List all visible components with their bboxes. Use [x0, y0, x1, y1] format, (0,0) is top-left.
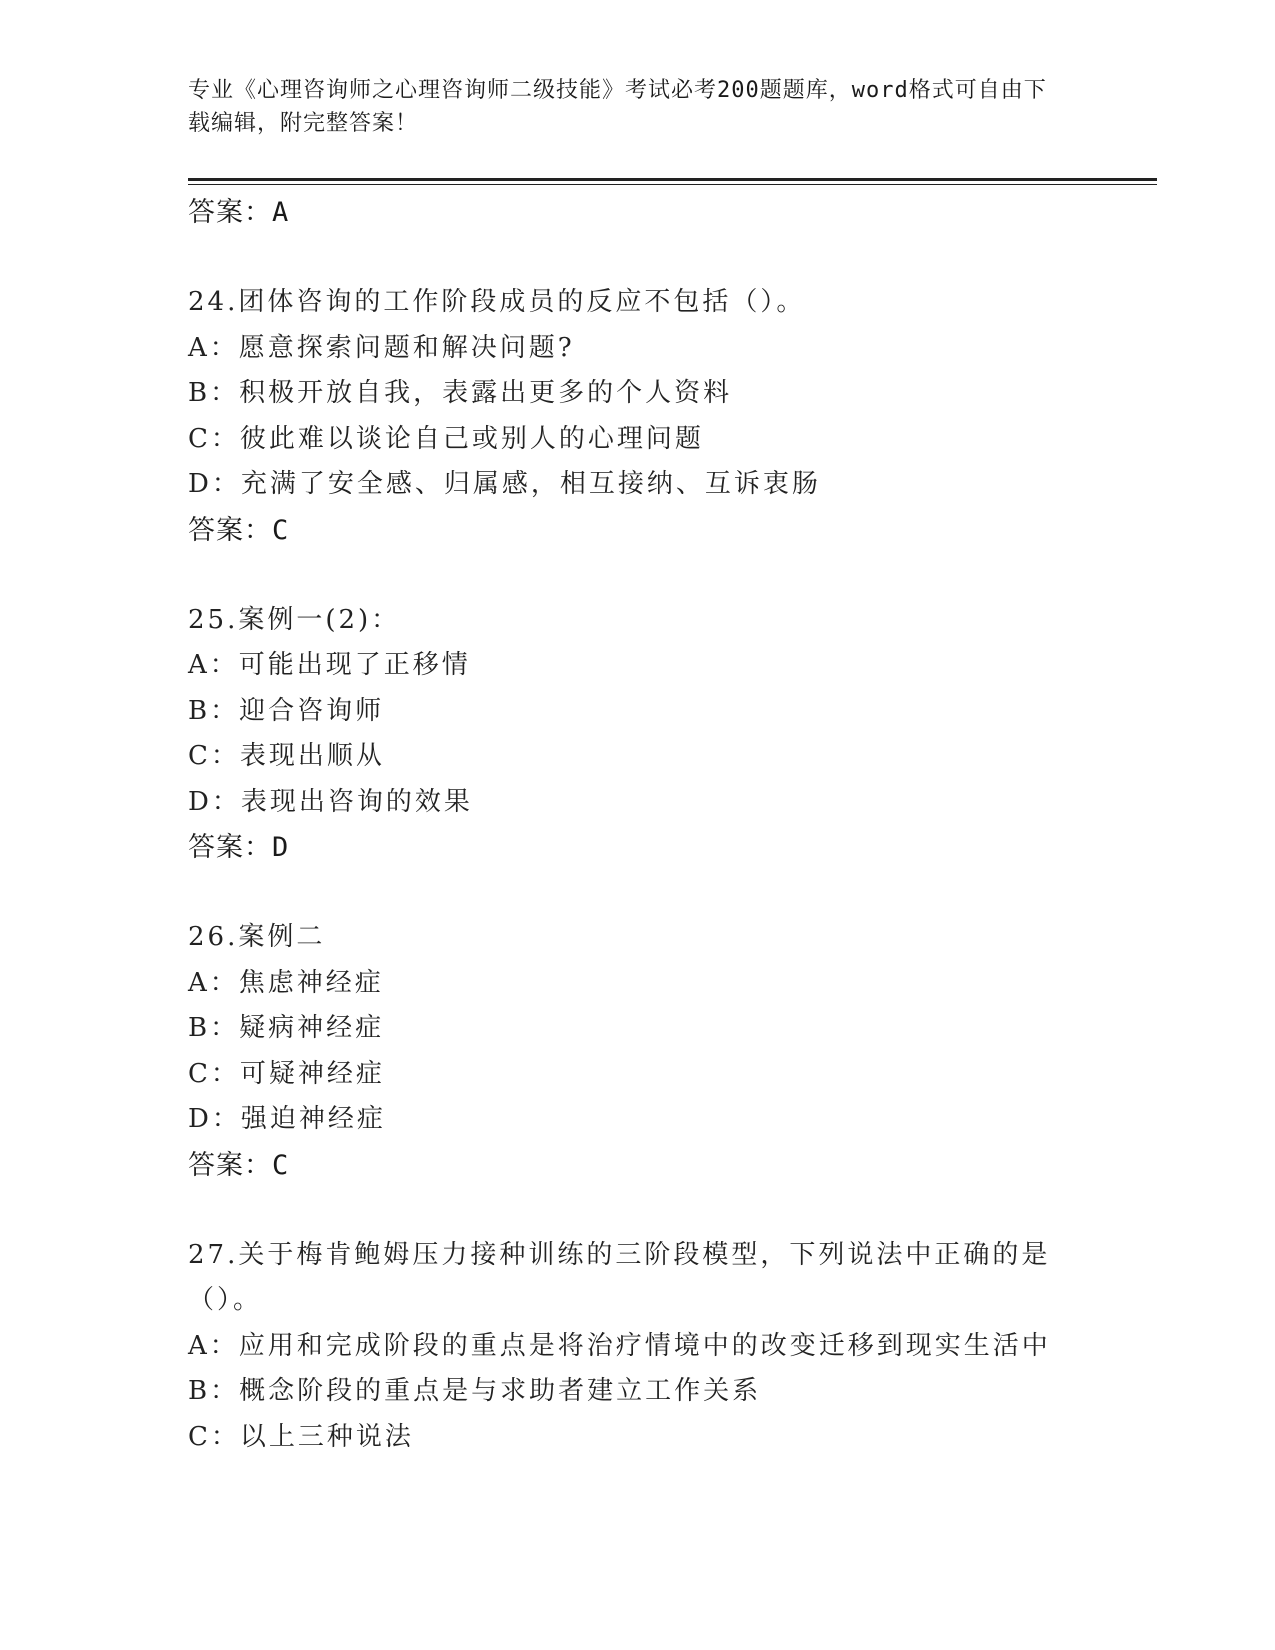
- question-27: [188, 1233, 1088, 1461]
- option-b: B：概念阶段的重点是与求助者建立工作关系: [188, 1376, 762, 1406]
- option-c: C：彼此难以谈论自己或别人的心理问题: [188, 423, 704, 454]
- option-c: C：可疑神经症: [188, 1058, 385, 1089]
- header-rule-thin: [188, 184, 1157, 185]
- question-25: [188, 598, 1088, 872]
- question-text: 25.案例一(2)：: [188, 604, 401, 635]
- question-24: [188, 280, 1088, 554]
- answer-label: 答案：D: [188, 832, 290, 863]
- question-text: 26.案例二: [188, 922, 326, 952]
- question-list: [188, 190, 1088, 1460]
- question-26: [188, 915, 1088, 1189]
- option-c: C：表现出顺从: [188, 741, 385, 771]
- option-d: D：充满了安全感、归属感，相互接纳、互诉衷肠: [188, 469, 821, 499]
- option-d: D：强迫神经症: [188, 1104, 386, 1134]
- option-c: C：以上三种说法: [188, 1421, 414, 1452]
- option-d: D：表现出咨询的效果: [188, 786, 473, 817]
- answer-label: 答案：A: [188, 197, 290, 228]
- option-a: A：愿意探索问题和解决问题?: [188, 332, 575, 363]
- option-a: A：焦虑神经症: [188, 967, 384, 998]
- question-text: 24.团体咨询的工作阶段成员的反应不包括（）。: [188, 287, 806, 317]
- option-a: A：可能出现了正移情: [188, 650, 471, 680]
- document-header: 专业《心理咨询师之心理咨询师二级技能》考试必考200题题库，word格式可自由下载编辑，附完整答案！: [188, 78, 1047, 136]
- option-b: B：疑病神经症: [188, 1013, 385, 1043]
- answer-label: 答案：C: [188, 1149, 290, 1181]
- option-a: A：应用和完成阶段的重点是将治疗情境中的改变迁移到现实生活中: [188, 1330, 1051, 1361]
- answer-label: 答案：C: [188, 514, 290, 546]
- option-b: B：积极开放自我，表露出更多的个人资料: [188, 378, 733, 408]
- question-text: 27.关于梅肯鲍姆压力接种训练的三阶段模型，下列说法中正确的是（）。: [188, 1239, 1051, 1315]
- header-rule-thick: [188, 178, 1157, 181]
- option-b: B：迎合咨询师: [188, 695, 385, 726]
